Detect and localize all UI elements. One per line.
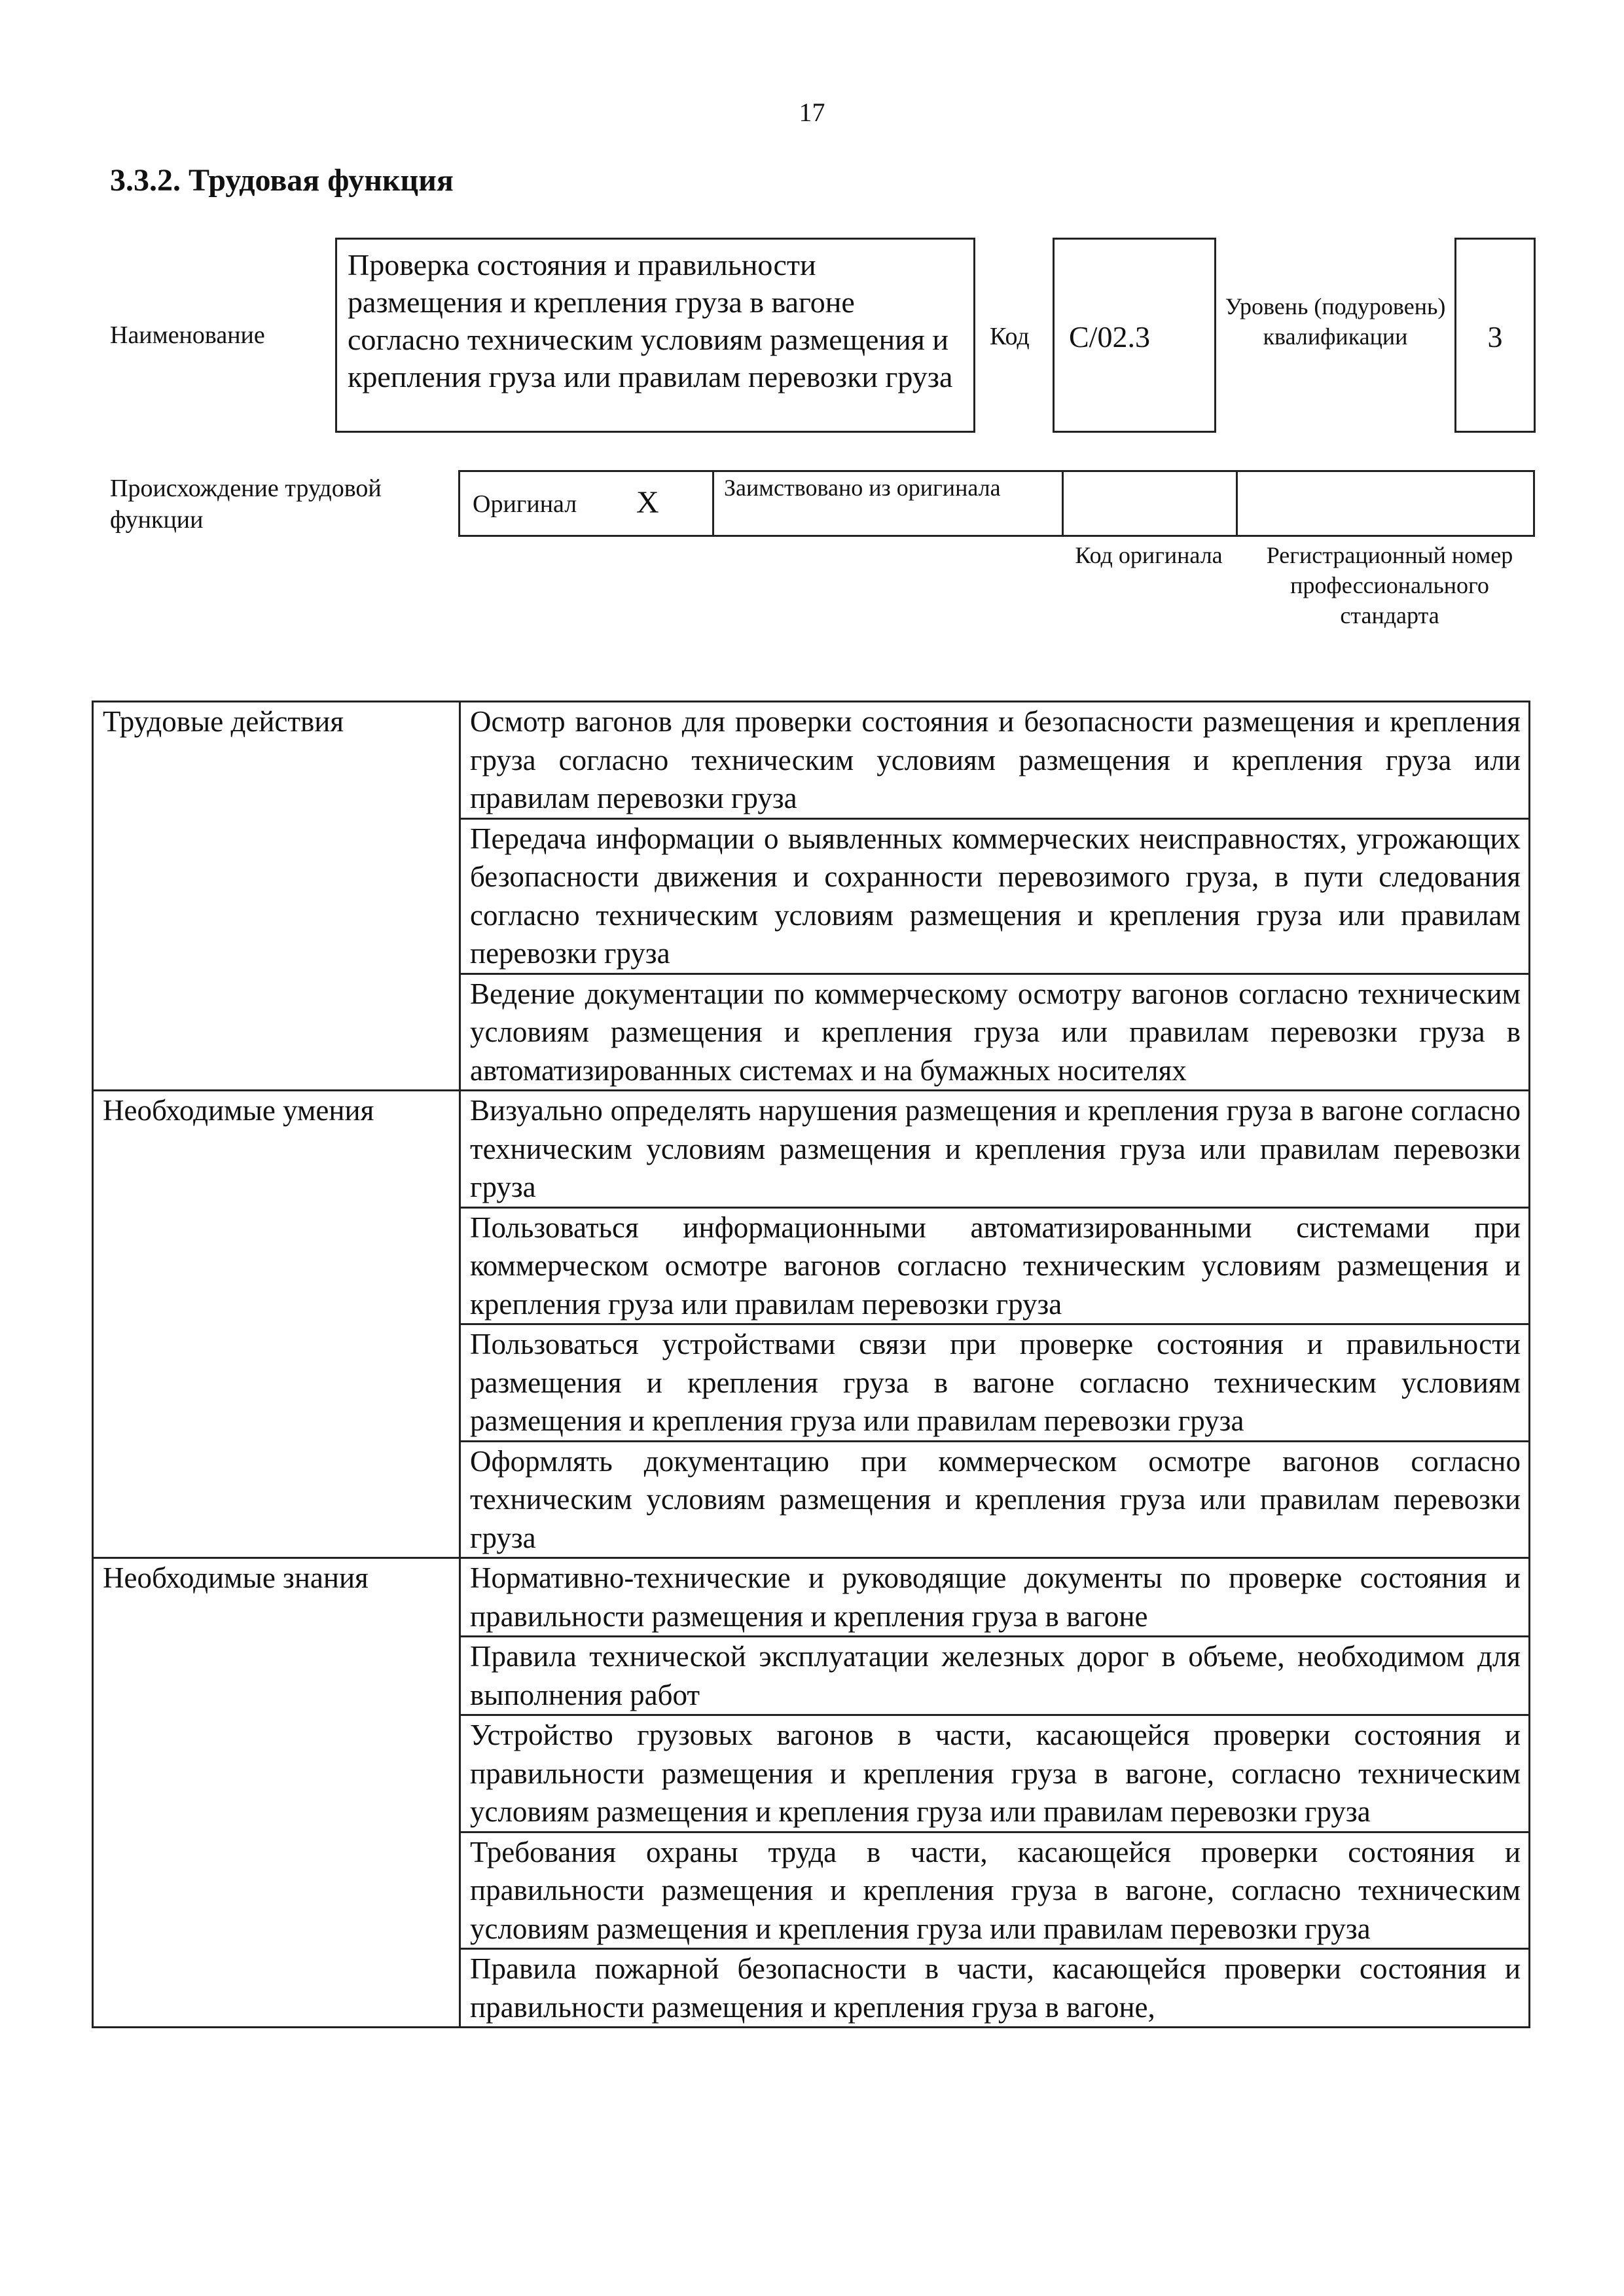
level-box — [1454, 238, 1536, 433]
borrowed-label: Заимствовано из оригинала — [724, 475, 1001, 501]
category-cell: Необходимые умения — [93, 1091, 460, 1558]
description-cell: Устройство грузовых вагонов в части, касающейся проверки состояния и правильности размещения и крепления груза в вагоне, согласно техническим условиям размещения и крепления груза или правилам перевозки груза — [460, 1715, 1530, 1832]
description-cell: Пользоваться информационными автоматизированными системами при коммерческом осмотре вагонов согласно техническим условиям размещения и крепления груза или правилам перевозки груза — [460, 1207, 1530, 1324]
description-cell: Правила технической эксплуатации железных дорог в объеме, необходимом для выполнения работ — [460, 1637, 1530, 1715]
page-number: 17 — [799, 98, 825, 127]
code-box — [1053, 238, 1216, 433]
name-label: Наименование — [110, 321, 265, 349]
table-row — [93, 1091, 1530, 1208]
description-cell: Нормативно-технические и руководящие документы по проверке состояния и правильности размещения и крепления груза в вагоне — [460, 1558, 1530, 1637]
description-cell: Требования охраны труда в части, касающейся проверки состояния и правильности размещения и крепления груза в вагоне, согласно техническим условиям размещения и крепления груза или правилам перевозки груза — [460, 1832, 1530, 1949]
table-row — [93, 1558, 1530, 1637]
description-cell: Ведение документации по коммерческому осмотру вагонов согласно техническим условиям размещения и крепления груза или правилам перевозки груза в автоматизированных системах и на бумажных носителях — [460, 974, 1530, 1091]
level-value: 3 — [1487, 320, 1503, 354]
description-cell: Осмотр вагонов для проверки состояния и безопасности размещения и крепления груза согласно техническим условиям размещения и крепления груза или правилам перевозки груза — [460, 702, 1530, 819]
original-label: Оригинал — [473, 490, 577, 518]
original-mark: X — [636, 485, 659, 520]
function-name-value: Проверка состояния и правильности размещения и крепления груза в вагоне согласно техническим условиям размещения и крепления груза или правилам перевозки груза — [348, 248, 953, 393]
code-value: C/02.3 — [1069, 320, 1150, 354]
function-details-table — [92, 701, 1530, 2028]
code-label: Код — [990, 323, 1030, 350]
function-details-body — [93, 702, 1530, 2028]
category-cell: Трудовые действия — [93, 702, 460, 1091]
reg-number-caption: Регистрационный номер профессионального стандарта — [1266, 542, 1513, 629]
origin-label: Происхождение трудовой функции — [110, 475, 382, 534]
description-cell: Оформлять документацию при коммерческом осмотре вагонов согласно техническим условиям размещения и крепления груза или правилам перевозки груза — [460, 1441, 1530, 1558]
description-cell: Визуально определять нарушения размещения и крепления груза в вагоне согласно техническим условиям размещения и крепления груза или правилам перевозки груза — [460, 1091, 1530, 1208]
table-row — [93, 702, 1530, 819]
level-label: Уровень (подуровень) квалификации — [1225, 293, 1446, 350]
function-name-box — [335, 238, 975, 433]
section-heading: 3.3.2. Трудовая функция — [110, 163, 454, 198]
origin-divider-3 — [1236, 470, 1238, 537]
description-cell: Пользоваться устройствами связи при проверке состояния и правильности размещения и крепления груза в вагоне согласно техническим условиям размещения и крепления груза или правилам перевозки груза — [460, 1324, 1530, 1442]
category-cell: Необходимые знания — [93, 1558, 460, 2028]
origin-divider-1 — [712, 470, 714, 537]
description-cell: Передача информации о выявленных коммерческих неисправностях, угрожающих безопасности движения и сохранности перевозимого груза, в пути следования согласно техническим условиям размещения и крепления груза или правилам перевозки груза — [460, 818, 1530, 974]
origin-divider-2 — [1062, 470, 1064, 537]
description-cell: Правила пожарной безопасности в части, касающейся проверки состояния и правильности размещения и крепления груза в вагоне, — [460, 1949, 1530, 2028]
code-original-caption: Код оригинала — [1075, 542, 1223, 568]
